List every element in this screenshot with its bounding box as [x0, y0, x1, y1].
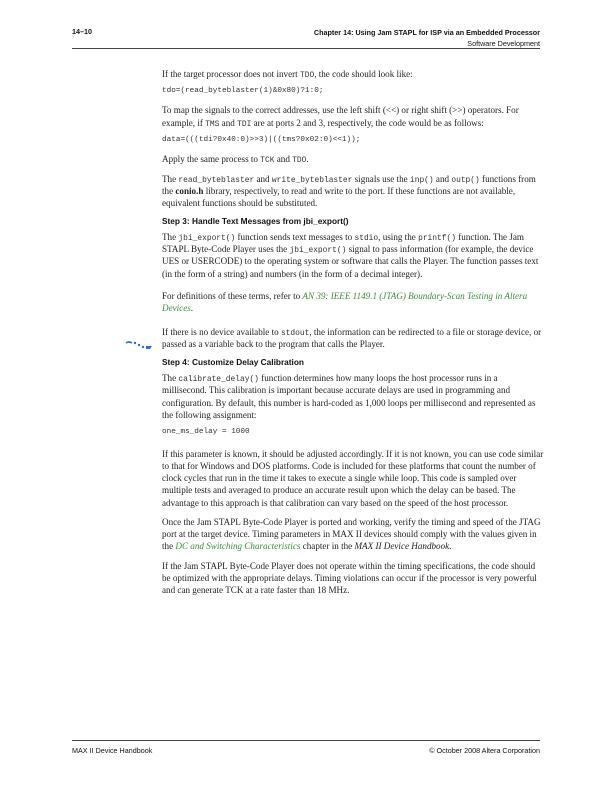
paragraph: The jbi_export() function sends text messages to stdio, using the printf() function. The Jam STAPL Byte-Code Player uses the jbi_export() signal to pass information (for example, the device UES or USERCODE) to the operating system or software that calls the Player. The function passes text (in the form of a string) and numbers (in the form of a decimal integer).	[162, 232, 539, 279]
paragraph: The calibrate_delay() function determines how many loops the host processor runs in a millisecond. This calibration is important because accurate delays are used in programming and configuration. By default, this number is hard-coded as 1,000 loops per millisecond and represented as the following assignment:	[162, 373, 536, 420]
note-pointer-icon	[124, 340, 154, 350]
footer-rule	[72, 740, 540, 741]
page-number: 14–10	[72, 27, 92, 36]
section-heading: Step 3: Handle Text Messages from jbi_export()	[162, 216, 349, 227]
dc-switching-link[interactable]: DC and Switching Characteristics	[175, 541, 301, 552]
paragraph: The read_byteblaster and write_byteblaster signals use the inp() and outp() functions from the conio.h library, respectively, to read and write to the port. If these functions are not available, equivalent functions should be substituted.	[162, 173, 536, 208]
paragraph: If the Jam STAPL Byte-Code Player does not operate within the timing specifications, the code should be optimized with the appropriate delays. Timing violations can occur if the processor is very powerful and can generate TCK at a rate faster than 18 MHz.	[162, 560, 537, 595]
section-heading: Step 4: Customize Delay Calibration	[162, 357, 304, 368]
footer-copyright: © October 2008 Altera Corporation	[429, 746, 540, 755]
footer-book-title: MAX II Device Handbook	[72, 746, 153, 755]
an39-link[interactable]: AN 39: IEEE 1149.1 (JTAG) Boundary-Scan Testing in Altera Devices	[162, 290, 528, 313]
page-body	[162, 68, 544, 603]
running-header	[314, 27, 540, 49]
note: For definitions of these terms, refer to AN 39: IEEE 1149.1 (JTAG) Boundary-Scan Testing in Altera Devices.	[162, 290, 528, 313]
code-line: data=(((tdi?0x40:0)>>3)|((tms?0x02:0)<<1));	[162, 136, 361, 145]
chapter-title: Chapter 14: Using Jam STAPL for ISP via an Embedded Processor	[313, 28, 540, 37]
paragraph: If the target processor does not invert TDO, the code should look like:	[162, 69, 413, 80]
header-rule	[72, 48, 540, 49]
paragraph: If there is no device available to stdout, the information can be redirected to a file or storage device, or passed as a variable back to the program that calls the Player.	[162, 326, 542, 349]
paragraph: Apply the same process to TCK and TDO.	[162, 154, 309, 166]
code-line: tdo=(read_byteblaster(1)&0x80)?1:0;	[162, 87, 324, 96]
paragraph: To map the signals to the correct addresses, use the left shift (<<) or right shift (>>) operators. For example, if TMS and TDI are at ports 2 and 3, respectively, the code would be as follows:	[162, 105, 519, 129]
paragraph: If this parameter is known, it should be adjusted accordingly. If it is not known, you can use code similar to that for Windows and DOS platforms. Code is included for these platforms that count the number of clock cycles that run in the time it takes to execute a single while loop. This code is sampled over multiple tests and averaged to produce an accurate result upon which the delay can be based. The advantage to this approach is that calibration can vary based on the speed of the host processor.	[162, 449, 544, 508]
code-line: one_ms_delay = 1000	[162, 428, 250, 437]
paragraph: Once the Jam STAPL Byte-Code Player is ported and working, verify the timing and speed of the JTAG port at the target device. Timing parameters in MAX II devices should comply with the values given in the DC and Switching Characteristics chapter in the MAX II Device Handbook.	[162, 516, 541, 552]
section-title: Software Development	[467, 39, 540, 48]
